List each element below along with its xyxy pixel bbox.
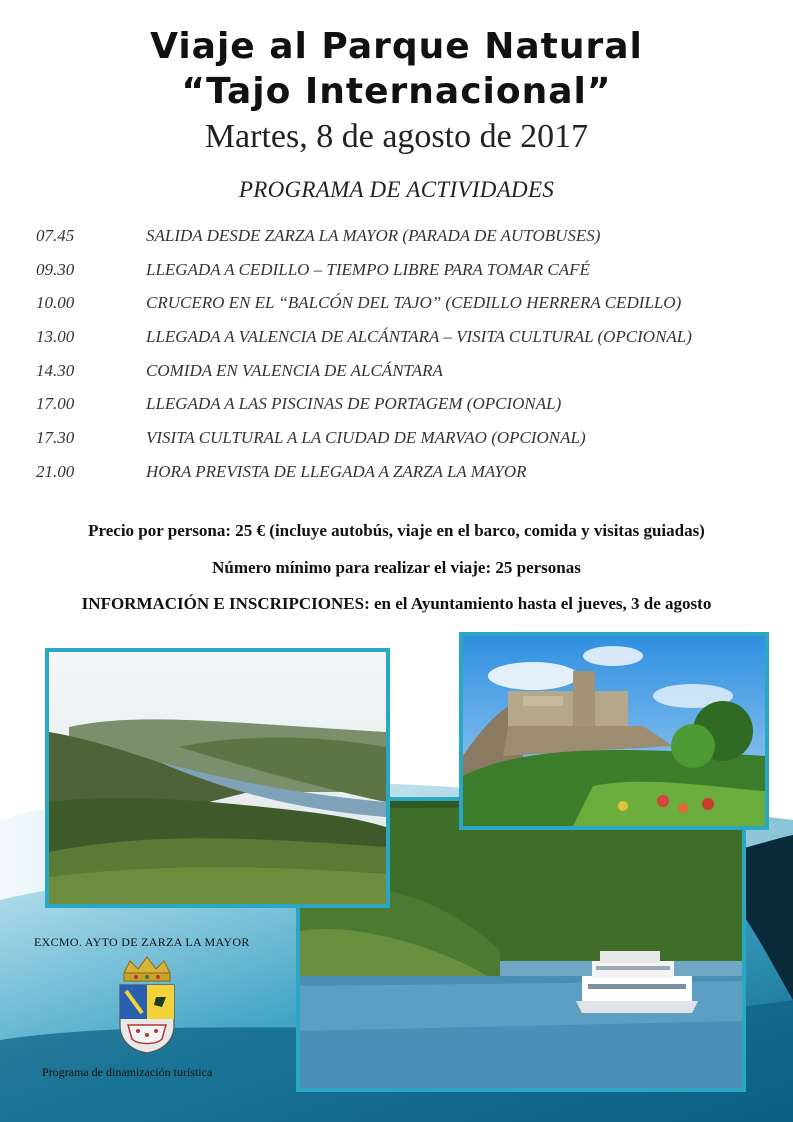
schedule-row <box>36 394 766 428</box>
event-date: Martes, 8 de agosto de 2017 <box>204 118 589 155</box>
schedule-time: 09.30 <box>36 259 75 279</box>
schedule-row <box>36 462 766 496</box>
registration-text: : en el Ayuntamiento hasta el jueves, 3 de agosto <box>364 594 712 613</box>
schedule-activity: COMIDA EN VALENCIA DE ALCÁNTARA <box>146 360 443 380</box>
schedule-list <box>36 226 766 496</box>
schedule-time: 21.00 <box>36 461 75 481</box>
program-name: Programa de dinamización turística <box>42 1065 213 1079</box>
schedule-activity: VISITA CULTURAL A LA CIUDAD DE MARVAO (OPCIONAL) <box>146 428 586 448</box>
title-line-1: Viaje al Parque Natural <box>150 26 643 67</box>
schedule-time: 07.45 <box>36 226 75 245</box>
schedule-activity: LLEGADA A CEDILLO – TIEMPO LIBRE PARA TOMAR CAFÉ <box>146 259 590 279</box>
schedule-activity: LLEGADA A LAS PISCINAS DE PORTAGEM (OPCIONAL) <box>146 394 562 414</box>
schedule-activity: SALIDA DESDE ZARZA LA MAYOR (PARADA DE AUTOBUSES) <box>146 226 601 245</box>
schedule-time: 13.00 <box>36 327 75 347</box>
minimum-people-info: Número mínimo para realizar el viaje: 25 personas <box>212 558 581 577</box>
schedule-row <box>36 327 766 361</box>
coat-of-arms-icon <box>116 955 178 1055</box>
title-line-2: “Tajo Internacional” <box>181 71 612 112</box>
schedule-row <box>36 428 766 462</box>
schedule-row <box>36 361 766 395</box>
castle-marvao-photo <box>459 632 769 830</box>
schedule-activity: LLEGADA A VALENCIA DE ALCÁNTARA – VISITA CULTURAL (OPCIONAL) <box>146 327 692 347</box>
schedule-time: 17.00 <box>36 394 75 414</box>
council-name: EXCMO. AYTO DE ZARZA LA MAYOR <box>34 935 250 949</box>
schedule-row <box>36 226 766 260</box>
schedule-time: 17.30 <box>36 428 75 448</box>
schedule-row <box>36 293 766 327</box>
schedule-activity: CRUCERO EN EL “BALCÓN DEL TAJO” (CEDILLO HERRERA CEDILLO) <box>146 293 682 313</box>
price-info: Precio por persona: 25 € (incluye autobús, viaje en el barco, comida y visitas guiadas) <box>88 521 705 540</box>
schedule-row <box>36 260 766 294</box>
schedule-activity: HORA PREVISTA DE LLEGADA A ZARZA LA MAYOR <box>146 461 527 481</box>
program-heading: PROGRAMA DE ACTIVIDADES <box>238 177 555 202</box>
schedule-time: 10.00 <box>36 293 75 313</box>
schedule-time: 14.30 <box>36 360 75 380</box>
river-valley-photo <box>45 648 390 908</box>
registration-label: INFORMACIÓN E INSCRIPCIONES <box>81 594 365 613</box>
registration-info <box>0 594 793 614</box>
